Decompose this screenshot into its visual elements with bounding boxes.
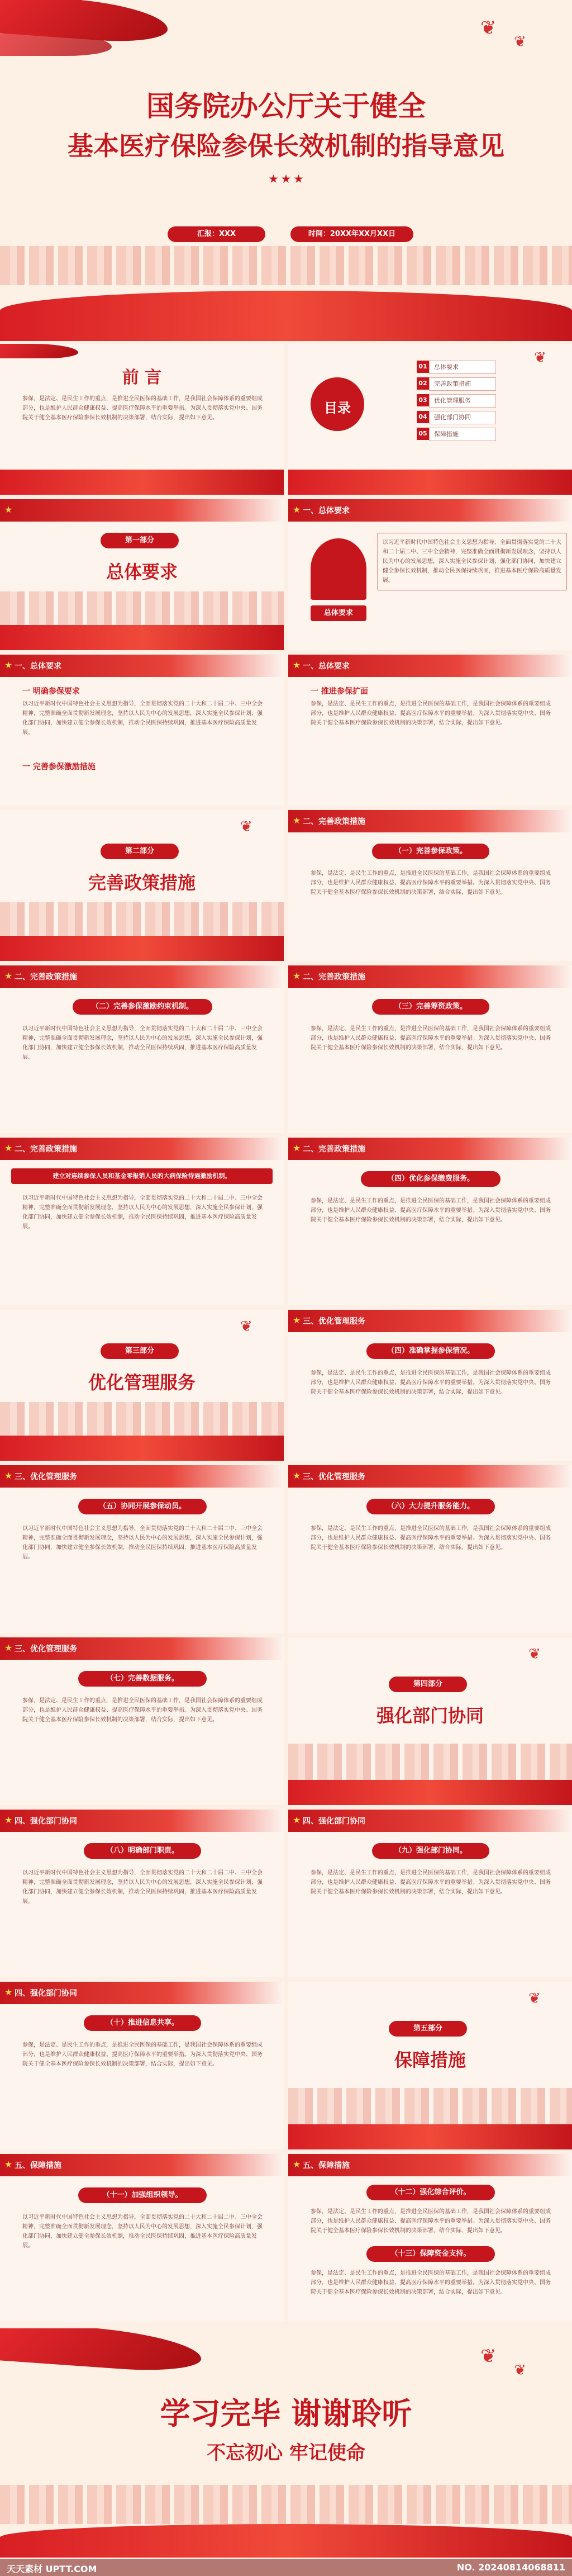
section-text: 参保，是法定、是民生工作的重点，是推进全民医保的基础工作，是我国社会保障体系的重要组成部分，也是维护人民群众健康权益、提高医疗保障水平的重要举措。为深入贯彻落实党中央、国务院关于健全基本医疗保险参保长效机制的决策部署，结合实际，提出如下意见。 [311, 1198, 551, 1223]
section-title: （一）完善参保政策。 [372, 844, 489, 859]
part4-section-slide [0, 1982, 284, 2149]
slide-header-title: 三、优化管理服务 [303, 1317, 365, 1326]
footer-right: NO. 20240814068811 [456, 2562, 565, 2573]
dove-icon: ❦ [240, 1318, 252, 1335]
part2-title-slide [0, 810, 284, 961]
section-title: （六）大力提升服务能力。 [366, 1499, 495, 1514]
star-icon: ★ [4, 1143, 13, 1153]
slide-header-title: 三、优化管理服务 [15, 1472, 77, 1481]
part-label: 第三部分 [101, 1343, 179, 1359]
slide-header-title: 三、优化管理服务 [303, 1472, 365, 1481]
slide-header [288, 965, 572, 988]
city-skyline [288, 1744, 572, 1783]
slide-header-title: 五、保障措施 [15, 2161, 61, 2170]
part2-section-slide [288, 810, 572, 961]
toc-item-number: 01 [417, 361, 429, 373]
slide-header [0, 1465, 284, 1488]
box-text: 参保，是法定、是民生工作的重点，是推进全民医保的基础工作，是我国社会保障体系的重要组成部分，也是维护人民群众健康权益、提高医疗保障水平的重要举措。为深入贯彻落实党中央、国务院关于健全基本医疗保险参保长效机制的决策部署，结合实际，提出如下意见。 [311, 701, 551, 726]
star-icon: ★ [293, 1815, 301, 1825]
slide-header-title: 一、总体要求 [303, 662, 350, 671]
toc-item-number: 03 [417, 394, 429, 406]
section-text: 以习近平新时代中国特色社会主义思想为指导，全面贯彻落实党的二十大和二十届二中、三中全会精神，完整准确全面贯彻新发展理念，坚持以人民为中心的发展思想，深入实施全民参保计划，强化部门协同，加快建立健全参保长效机制，推动全民医保持续巩固，推进基本医疗保险高质量发展。 [22, 1195, 263, 1230]
section-title: （九）强化部门协同。 [372, 1843, 489, 1859]
slide-header-title: 一、总体要求 [15, 662, 61, 671]
star-icon: ★ [4, 504, 13, 515]
star-icon: ★ [293, 660, 301, 670]
slide-header-title: 四、强化部门协同 [15, 1989, 77, 1998]
toc-item-label: 保障措施 [429, 428, 496, 441]
slide-header-title: 五、保障措施 [303, 2161, 350, 2170]
slide-header [0, 1637, 284, 1660]
toc-label: 目录 [324, 400, 351, 416]
star-icon: ★ [4, 1987, 13, 1997]
section-title: （五）协同开展参保动员。 [78, 1499, 207, 1514]
slide-header [288, 1465, 572, 1488]
section-text: 参保，是法定、是民生工作的重点，是推进全民医保的基础工作，是我国社会保障体系的重要组成部分，也是维护人民群众健康权益、提高医疗保障水平的重要举措。为深入贯彻落实党中央、国务院关于健全基本医疗保险参保长效机制的决策部署，结合实际，提出如下意见。 [311, 870, 551, 896]
section-title: （十二）强化综合评价。 [366, 2185, 495, 2200]
toc-item-number: 04 [417, 411, 429, 423]
part-title: 强化部门协同 [376, 1705, 484, 1726]
toc-item-number: 02 [417, 377, 429, 390]
ending-subtitle: 不忘初心 牢记使命 [207, 2442, 365, 2464]
star-icon: ★ [293, 2159, 301, 2170]
section-text: 参保，是法定、是民生工作的重点，是推进全民医保的基础工作，是我国社会保障体系的重要组成部分，也是维护人民群众健康权益、提高医疗保障水平的重要举措。为深入贯彻落实党中央、国务院关于健全基本医疗保险参保长效机制的决策部署，结合实际，提出如下意见。 [311, 1870, 551, 1895]
part1-detail-slide [288, 655, 572, 806]
section-text: 参保，是法定、是民生工作的重点，是推进全民医保的基础工作，是我国社会保障体系的重要组成部分，也是维护人民群众健康权益、提高医疗保障水平的重要举措。为深入贯彻落实党中央、国务院关于健全基本医疗保险参保长效机制的决策部署，结合实际，提出如下意见。 [311, 2209, 551, 2234]
section-title: （十三）保障资金支持。 [366, 2246, 495, 2262]
cover-title-line1: 国务院办公厅关于健全 [146, 89, 426, 122]
slide-header [0, 1138, 284, 1160]
part5-section-slide [288, 2154, 572, 2322]
slide-header-title: 四、强化部门协同 [15, 1817, 77, 1826]
city-skyline [0, 246, 572, 285]
slide-header [0, 655, 284, 677]
dove-icon: ❦ [528, 1646, 541, 1663]
slide-header [288, 2154, 572, 2176]
star-icon: ★ [4, 2159, 13, 2170]
red-ribbon-wave [0, 470, 284, 495]
red-ribbon-wave [0, 936, 284, 961]
section-text: 以习近平新时代中国特色社会主义思想为指导，全面贯彻落实党的二十大和二十届二中、三中全会精神，完整准确全面贯彻新发展理念，坚持以人民为中心的发展思想，深入实施全民参保计划，强化部门协同，加快建立健全参保长效机制，推动全民医保持续巩固，推进基本医疗保险高质量发展。 [22, 2214, 263, 2249]
toc-item-number: 05 [417, 428, 429, 440]
part3-section-slide [0, 1465, 284, 1633]
part2-section-slide [0, 1138, 284, 1305]
section-text: 参保，是法定、是民生工作的重点，是推进全民医保的基础工作，是我国社会保障体系的重要组成部分，也是维护人民群众健康权益、提高医疗保障水平的重要举措。为深入贯彻落实党中央、国务院关于健全基本医疗保险参保长效机制的决策部署，结合实际，提出如下意见。 [311, 2270, 551, 2295]
section-text: 参保，是法定、是民生工作的重点，是推进全民医保的基础工作，是我国社会保障体系的重要组成部分，也是维护人民群众健康权益、提高医疗保障水平的重要举措。为深入贯彻落实党中央、国务院关于健全基本医疗保险参保长效机制的决策部署，结合实际，提出如下意见。 [311, 1370, 551, 1395]
slide-header [288, 655, 572, 677]
section-text: 以习近平新时代中国特色社会主义思想为指导，全面贯彻落实党的二十大和二十届二中、三中全会精神，完整准确全面贯彻新发展理念，坚持以人民为中心的发展思想，深入实施全民参保计划，强化部门协同，加快建立健全参保长效机制，推动全民医保持续巩固，推进基本医疗保险高质量发展。 [22, 1870, 263, 1905]
slide-header-title: 二、完善政策措施 [303, 1145, 365, 1154]
toc-item-label: 优化管理服务 [429, 394, 496, 408]
part4-title-slide [288, 1637, 572, 1805]
star-icon: ★ [293, 1470, 301, 1481]
preface-slide [0, 344, 284, 495]
slide-header [288, 810, 572, 832]
ending-slide [0, 2328, 572, 2576]
part3-section-slide [0, 1637, 284, 1805]
slide-header [0, 1810, 284, 1832]
dove-icon: ❦ [514, 2362, 526, 2379]
red-ribbon-wave [0, 625, 284, 650]
red-ribbon-wave [0, 291, 572, 341]
red-ribbon-wave [288, 2124, 572, 2149]
section-text: 参保，是法定、是民生工作的重点，是推进全民医保的基础工作，是我国社会保障体系的重要组成部分，也是维护人民群众健康权益、提高医疗保障水平的重要举措。为深入贯彻落实党中央、国务院关于健全基本医疗保险参保长效机制的决策部署，结合实际，提出如下意见。 [311, 1026, 551, 1051]
section-text: 以习近平新时代中国特色社会主义思想为指导，全面贯彻落实党的二十大和二十届二中、三中全会精神，完整准确全面贯彻新发展理念，坚持以人民为中心的发展思想，深入实施全民参保计划，强化部门协同，加快建立健全参保长效机制，推动全民医保持续巩固，推进基本医疗保险高质量发展。 [22, 1526, 263, 1560]
part5-section-slide [0, 2154, 284, 2322]
time-pill: 时间：20XX年XX月XX日 [290, 226, 413, 242]
red-ribbon-wave [288, 470, 572, 495]
part4-section-slide [0, 1810, 284, 1977]
red-ribbon-wave [288, 1780, 572, 1805]
dove-icon: ❦ [480, 2345, 497, 2367]
part2-section-slide [0, 965, 284, 1133]
cover-title-line2: 基本医疗保险参保长效机制的指导意见 [68, 131, 504, 161]
part1-title-slide [0, 499, 284, 650]
part-label: 第四部分 [389, 1677, 467, 1692]
cover-stars: ★ ★ ★ [269, 173, 303, 185]
section-title: （十）推进信息共享。 [84, 2015, 201, 2031]
red-ribbon-wave [0, 2524, 572, 2558]
star-icon: ★ [293, 970, 301, 981]
star-icon: ★ [4, 1470, 13, 1481]
part1-summary-slide [288, 499, 572, 650]
star-icon: ★ [4, 1815, 13, 1825]
slide-header-title: 二、完善政策措施 [15, 973, 77, 982]
section-title: （四）准确掌握参保情况。 [366, 1343, 495, 1359]
section-title: （三）完善筹资政策。 [372, 999, 489, 1015]
part-title: 优化管理服务 [88, 1372, 196, 1393]
summary-text: 以习近平新时代中国特色社会主义思想为指导，全面贯彻落实党的二十大和二十届二中、三中全会精神，完整准确全面贯彻新发展理念，坚持以人民为中心的发展思想，深入实施全民参保计划，强化部门协同，加快建立健全参保长效机制，推动全民医保持续巩固，推进基本医疗保险高质量发展。 [378, 533, 566, 590]
slide-header-title: 三、优化管理服务 [15, 1645, 77, 1654]
box-title: 一 明确参保要求 [22, 687, 80, 696]
preface-title: 前 言 [122, 368, 162, 387]
slide-header-title: 二、完善政策措施 [15, 1145, 77, 1154]
section-text: 参保，是法定、是民生工作的重点，是推进全民医保的基础工作，是我国社会保障体系的重要组成部分，也是维护人民群众健康权益、提高医疗保障水平的重要举措。为深入贯彻落实党中央、国务院关于健全基本医疗保险参保长效机制的决策部署，结合实际，提出如下意见。 [22, 2042, 263, 2067]
part-label: 第一部分 [101, 533, 179, 548]
part2-section-slide [288, 1138, 572, 1305]
slide-header [288, 1138, 572, 1160]
star-icon: ★ [4, 1642, 13, 1653]
section-title: （二）完善参保激励约束机制。 [73, 999, 212, 1015]
star-icon: ★ [293, 504, 301, 515]
star-icon: ★ [293, 1315, 301, 1325]
section-title: （七）完善数据服务。 [78, 1671, 207, 1687]
section-title: （八）明确部门职责。 [84, 1843, 201, 1859]
star-icon: ★ [293, 815, 301, 826]
part1-detail-slide [0, 655, 284, 806]
highlight-banner: 建立对连续参保人员和基金零报销人员的大病保险待遇激励机制。 [11, 1168, 273, 1184]
section-text: 参保，是法定、是民生工作的重点，是推进全民医保的基础工作，是我国社会保障体系的重要组成部分，也是维护人民群众健康权益、提高医疗保障水平的重要举措。为深入贯彻落实党中央、国务院关于健全基本医疗保险参保长效机制的决策部署，结合实际，提出如下意见。 [311, 1526, 551, 1551]
dove-icon: ❦ [528, 1990, 541, 2007]
red-flag-decoration [0, 344, 78, 358]
star-icon: ★ [4, 660, 13, 670]
dove-icon: ❦ [514, 34, 526, 50]
slide-header-title: 一、总体要求 [303, 506, 350, 515]
footer-left: 天天素材 UPTT.COM [7, 2564, 97, 2574]
reporter-pill: 汇报：XXX [168, 226, 265, 242]
slide-header [288, 499, 572, 522]
box-title: 一 推进参保扩面 [311, 687, 368, 696]
preface-text: 参保，是法定、是民生工作的重点，是推进全民医保的基础工作，是我国社会保障体系的重要组成部分，也是维护人民群众健康权益、提高医疗保障水平的重要举措。为深入贯彻落实党中央、国务院关于健全基本医疗保险参保长效机制的决策部署，结合实际，提出如下意见。 [22, 396, 263, 421]
part2-section-slide [288, 965, 572, 1133]
part3-section-slide [288, 1310, 572, 1461]
summary-badge: 总体要求 [311, 605, 366, 621]
part-title: 保障措施 [394, 2049, 466, 2071]
speaker-icon [311, 538, 366, 600]
slide-header [0, 965, 284, 988]
dove-icon: ❦ [240, 818, 252, 835]
slide-header [0, 1982, 284, 2004]
part3-title-slide [0, 1310, 284, 1461]
toc-item-label: 完善政策措施 [429, 377, 496, 391]
box-text: 以习近平新时代中国特色社会主义思想为指导，全面贯彻落实党的二十大和二十届二中、三中全会精神，完整准确全面贯彻新发展理念，坚持以人民为中心的发展思想，深入实施全民参保计划，强化部门协同，加快建立健全参保长效机制，推动全民医保持续巩固，推进基本医疗保险高质量发展。 [22, 701, 263, 736]
dove-icon: ❦ [480, 17, 497, 39]
dove-icon: ❦ [534, 349, 546, 366]
city-skyline [0, 2485, 572, 2524]
box-title: 一 完善参保激励措施 [22, 763, 96, 771]
slide-header [288, 1310, 572, 1332]
red-ribbon-wave [0, 1436, 284, 1461]
slide-header [288, 1810, 572, 1832]
star-icon: ★ [293, 1143, 301, 1153]
toc-slide [288, 344, 572, 495]
city-skyline [288, 2088, 572, 2127]
slide-header [0, 2154, 284, 2176]
ending-title: 学习完毕 谢谢聆听 [160, 2395, 412, 2431]
toc-item-label: 总体要求 [429, 361, 496, 374]
part-title: 总体要求 [106, 561, 178, 583]
toc-item-label: 强化部门协同 [429, 411, 496, 424]
part-label: 第二部分 [101, 844, 179, 859]
part-title: 完善政策措施 [88, 872, 196, 893]
section-title: （十一）加强组织领导。 [78, 2187, 207, 2203]
slide-header [0, 499, 284, 522]
slide-header-title: 四、强化部门协同 [303, 1817, 365, 1826]
part5-title-slide [288, 1982, 572, 2149]
star-icon: ★ [4, 970, 13, 981]
part4-section-slide [288, 1810, 572, 1977]
slide-header-title: 二、完善政策措施 [303, 973, 365, 982]
section-text: 参保，是法定、是民生工作的重点，是推进全民医保的基础工作，是我国社会保障体系的重要组成部分，也是维护人民群众健康权益、提高医疗保障水平的重要举措。为深入贯彻落实党中央、国务院关于健全基本医疗保险参保长效机制的决策部署，结合实际，提出如下意见。 [22, 1698, 263, 1723]
red-flag-decoration [0, 2328, 201, 2375]
section-title: （四）优化参保缴费服务。 [361, 1171, 500, 1187]
cover-slide [0, 0, 572, 341]
section-text: 以习近平新时代中国特色社会主义思想为指导，全面贯彻落实党的二十大和二十届二中、三中全会精神，完整准确全面贯彻新发展理念，坚持以人民为中心的发展思想，深入实施全民参保计划，强化部门协同，加快建立健全参保长效机制，推动全民医保持续巩固，推进基本医疗保险高质量发展。 [22, 1026, 263, 1060]
slide-header-title: 二、完善政策措施 [303, 817, 365, 826]
part-label: 第五部分 [389, 2021, 467, 2037]
part3-section-slide [288, 1465, 572, 1633]
